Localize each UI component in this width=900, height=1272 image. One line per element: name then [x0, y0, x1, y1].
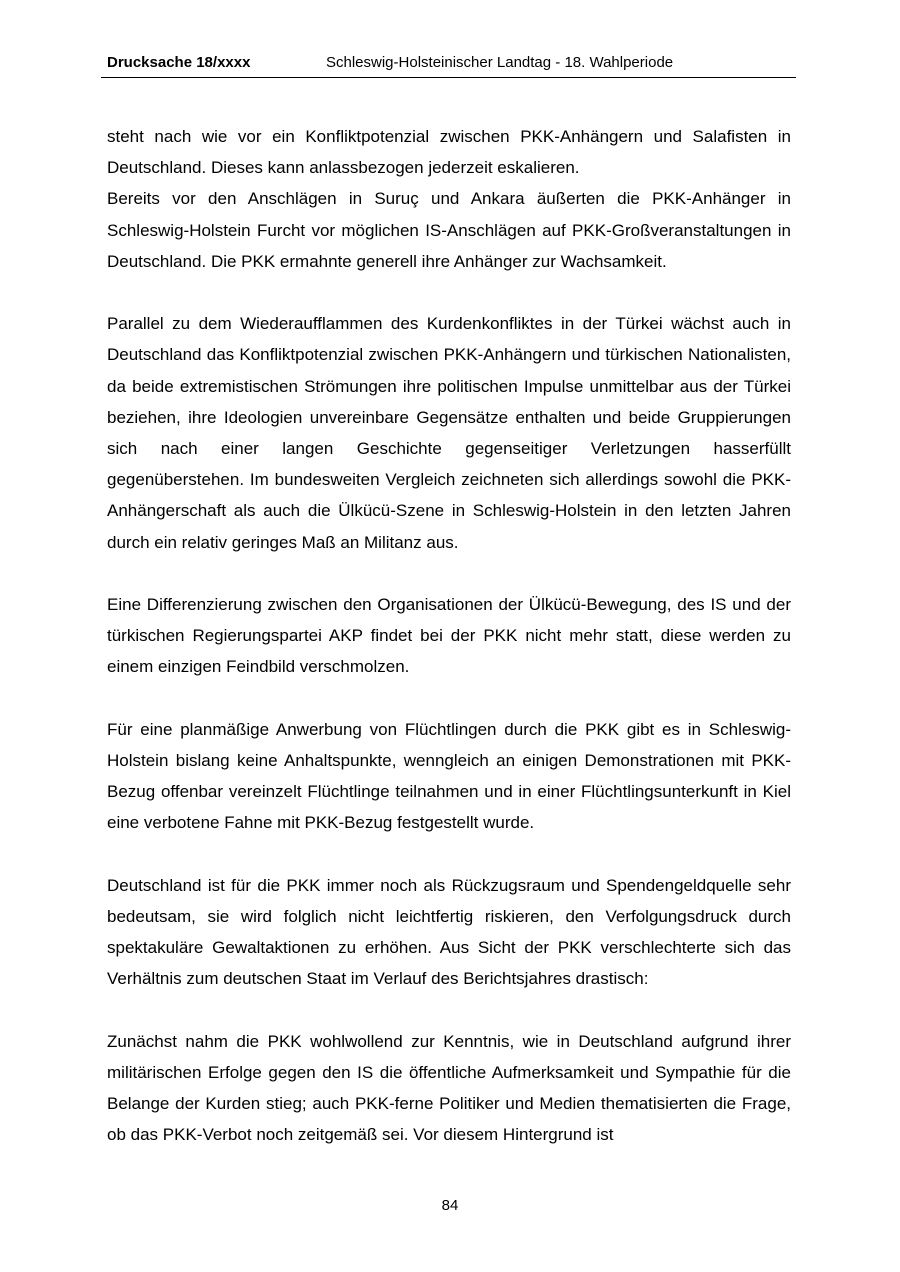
- paragraph: Eine Differenzierung zwischen den Organisationen der Ülkücü-Bewegung, des IS und der türkischen Regierungspartei AKP findet bei der PKK nicht mehr statt, diese werden zu einem einzigen Feindbild verschmolzen.: [107, 595, 791, 677]
- paragraph: Zunächst nahm die PKK wohlwollend zur Kenntnis, wie in Deutschland aufgrund ihrer militärischen Erfolge gegen den IS die öffentliche Aufmerksamkeit und Sympathie für die Belange der Kurden stieg; auch PKK-ferne Politiker und Medien thematisierten die Frage, ob das PKK-Verbot noch zeitgemäß sei. Vor diesem Hintergrund ist: [107, 1031, 791, 1145]
- paragraph: Für eine planmäßige Anwerbung von Flüchtlingen durch die PKK gibt es in Schleswig-Holstein bislang keine Anhaltspunkte, wenngleich an einigen Demonstrationen mit PKK-Bezug offenbar vereinzelt Flüchtlinge teilnahmen und in einer Flüchtlingsunterkunft in Kiel eine verbotene Fahne mit PKK-Bezug festgestellt wurde.: [107, 719, 791, 833]
- document-number: Drucksache 18/xxxx: [107, 54, 251, 71]
- page-header: [101, 50, 796, 78]
- page-number: 84: [441, 1197, 459, 1214]
- paragraph: Parallel zu dem Wiederaufflammen des Kurdenkonfliktes in der Türkei wächst auch in Deutschland das Konfliktpotenzial zwischen PKK-Anhängern und türkischen Nationalisten, da beide extremistischen Strömungen ihre politischen Impulse unmittelbar aus der Türkei beziehen, ihre Ideologien unvereinbare Gegensätze enthalten und beide Gruppierungen sich nach einer langen Geschichte gegenseitiger Verletzungen hasserfüllt gegenüberstehen. Im bundesweiten Vergleich zeichneten sich allerdings sowohl die PKK-Anhängerschaft als auch die Ülkücü-Szene in Schleswig-Holstein in den letzten Jahren durch ein relativ geringes Maß an Militanz aus.: [107, 314, 791, 552]
- body-text: [107, 121, 791, 1151]
- document-header-title: Schleswig-Holsteinischer Landtag - 18. Wahlperiode: [326, 54, 674, 71]
- paragraph: steht nach wie vor ein Konfliktpotenzial zwischen PKK-Anhängern und Salafisten in Deutschland. Dieses kann anlassbezogen jederzeit eskalieren.: [107, 127, 791, 178]
- paragraph: Bereits vor den Anschlägen in Suruç und Ankara äußerten die PKK-Anhänger in Schleswig-Holstein Furcht vor möglichen IS-Anschlägen auf PKK-Großveranstaltungen in Deutschland. Die PKK ermahnte generell ihre Anhänger zur Wachsamkeit.: [107, 189, 791, 271]
- paragraph: Deutschland ist für die PKK immer noch als Rückzugsraum und Spendengeldquelle sehr bedeutsam, sie wird folglich nicht leichtfertig riskieren, den Verfolgungsdruck durch spektakuläre Gewaltaktionen zu erhöhen. Aus Sicht der PKK verschlechterte sich das Verhältnis zum deutschen Staat im Verlauf des Berichtsjahres drastisch:: [107, 875, 791, 989]
